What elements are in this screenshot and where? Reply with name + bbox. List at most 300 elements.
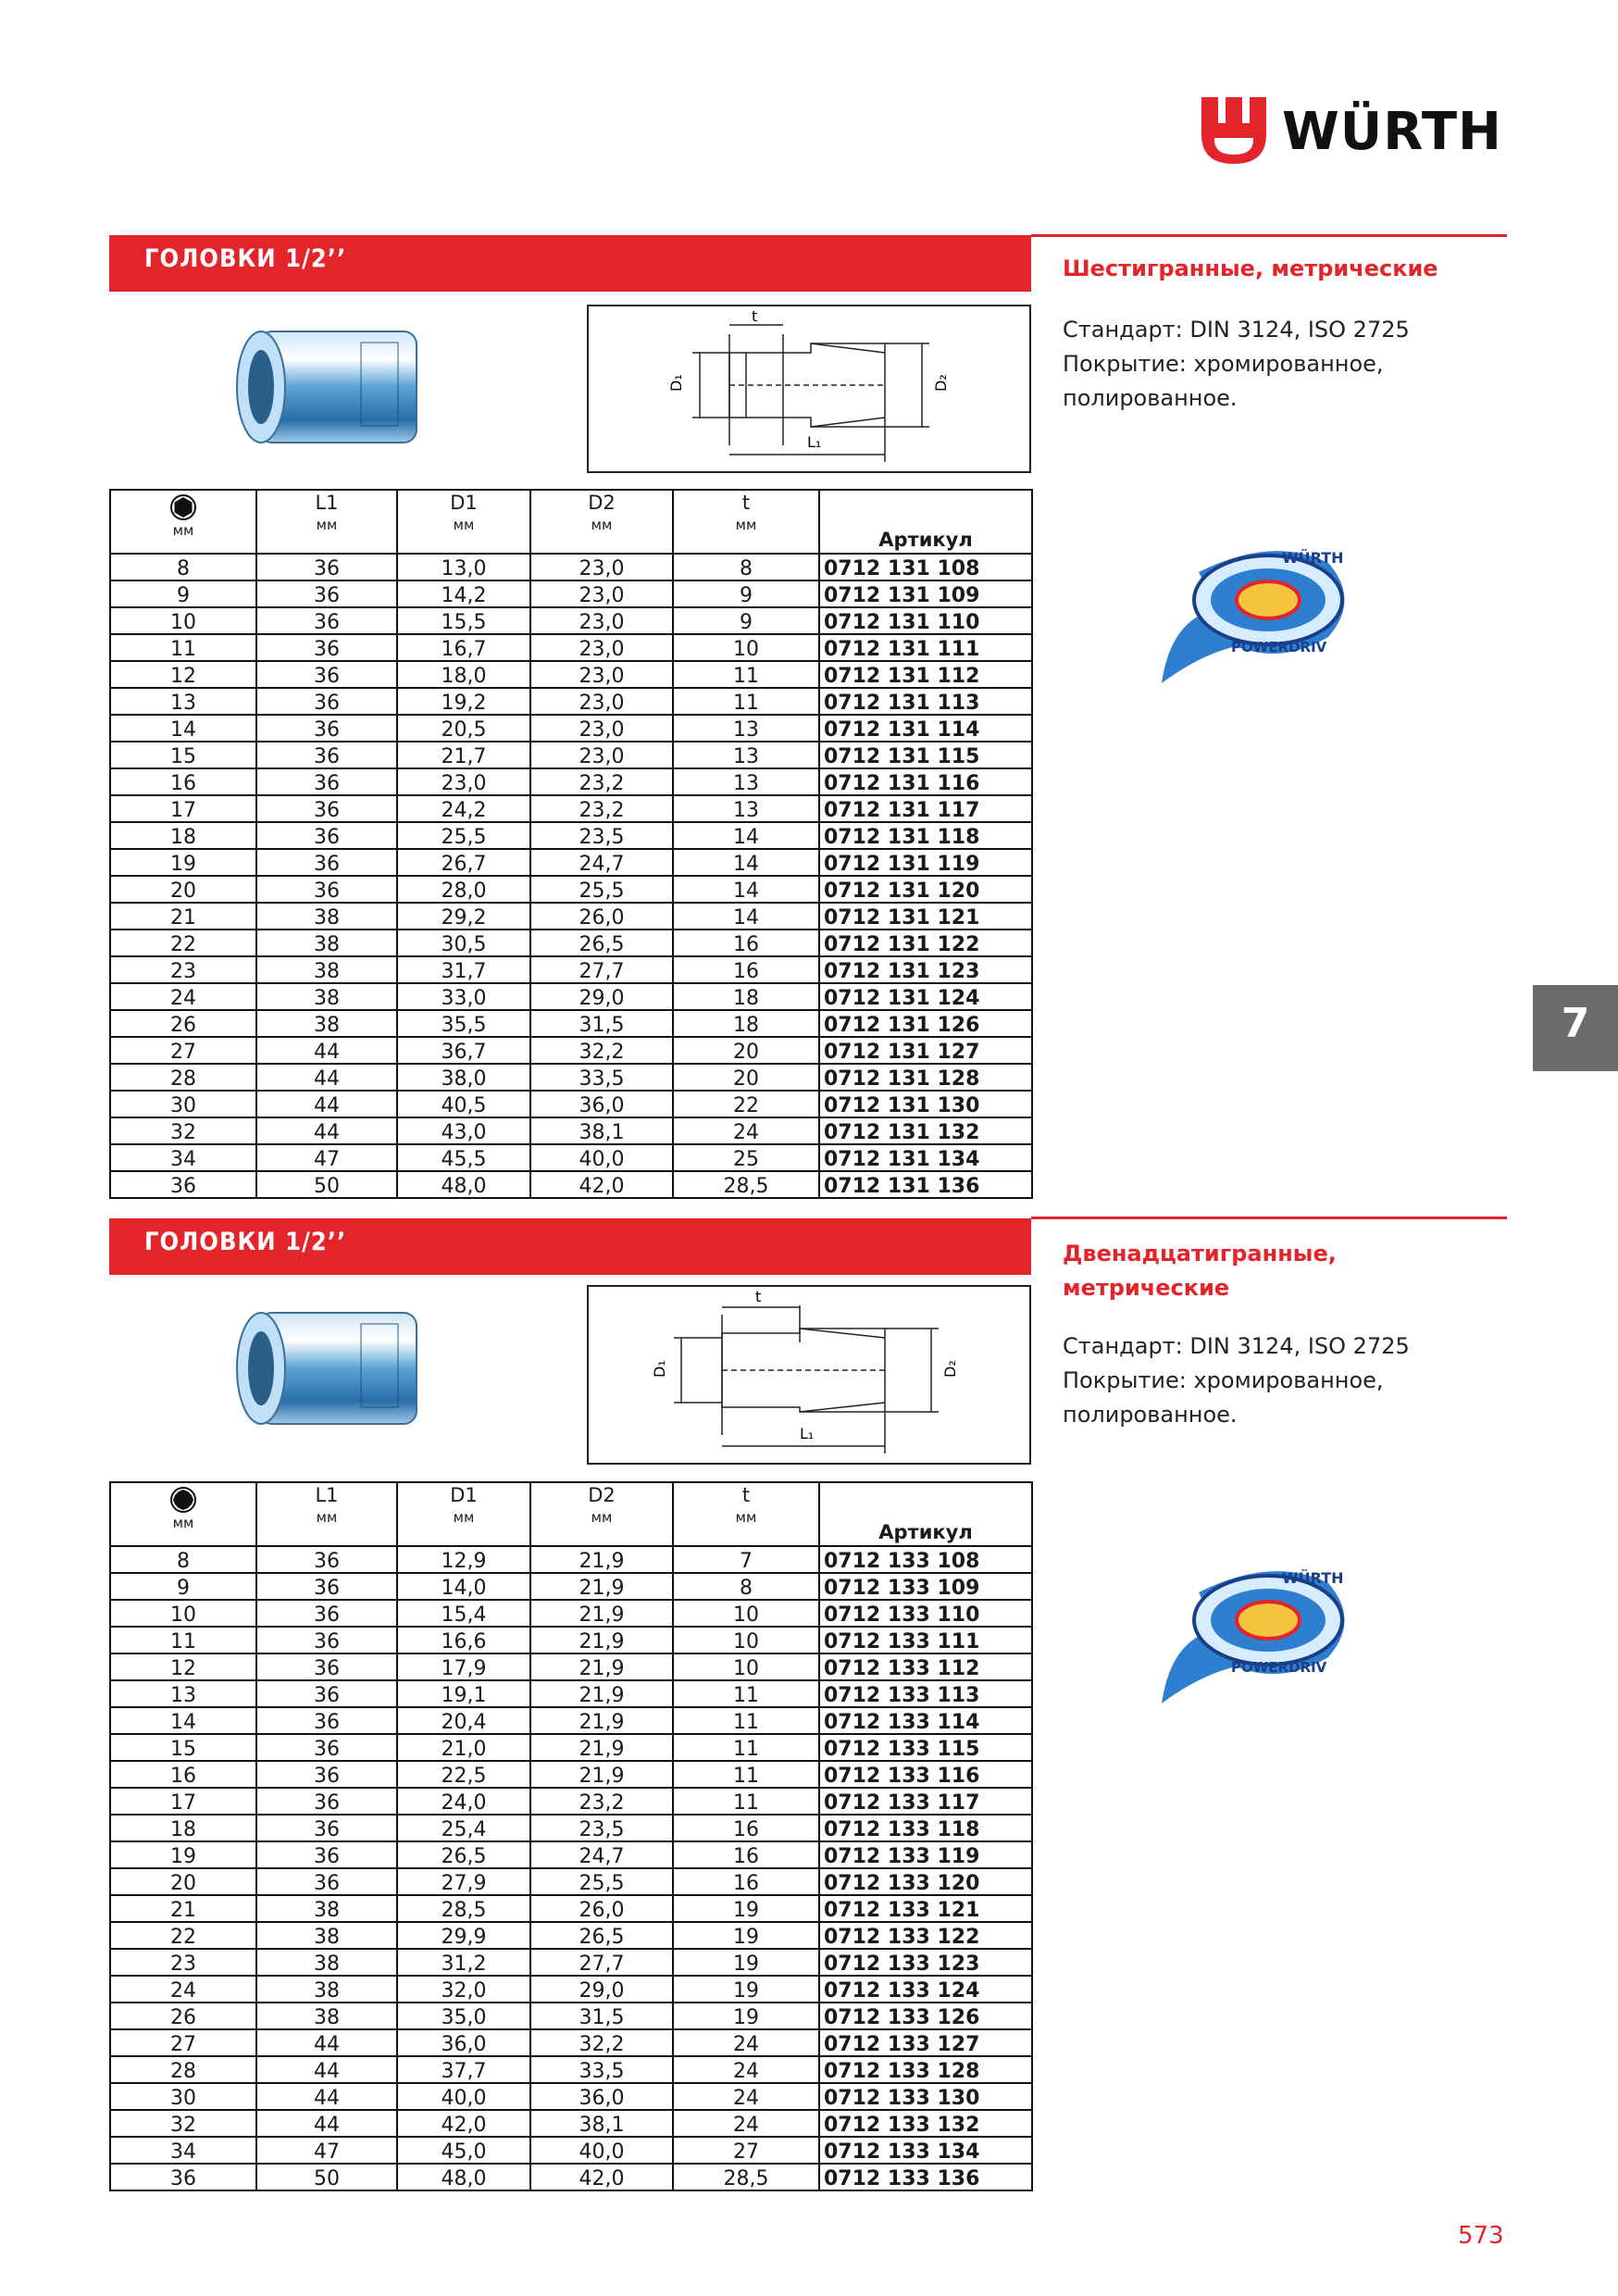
table-cell: 44 (256, 1091, 397, 1117)
table-cell: 13 (110, 688, 256, 715)
spec-coating-cont: полированное. (1063, 1402, 1238, 1428)
table-row (110, 1117, 1032, 1144)
table-cell: 19 (110, 849, 256, 876)
article-number-cell: 0712 131 109 (819, 580, 1032, 607)
hex-size-icon: мм (110, 490, 256, 554)
table-cell: 36 (256, 795, 397, 822)
table-cell: 42,0 (530, 2164, 673, 2190)
table-cell: 36 (256, 1788, 397, 1815)
table-cell: 18 (110, 822, 256, 849)
table-cell: 23,0 (530, 607, 673, 634)
table-row (110, 1064, 1032, 1091)
table-row (110, 2110, 1032, 2137)
table-cell: 20 (673, 1064, 819, 1091)
table-cell: 8 (110, 1546, 256, 1573)
table-cell: 17 (110, 1788, 256, 1815)
table-cell: 23,2 (530, 768, 673, 795)
table-row (110, 554, 1032, 580)
table-row (110, 1037, 1032, 1064)
table-cell: 26 (110, 2003, 256, 2029)
page-number: 573 (1458, 2222, 1504, 2250)
article-number-cell: 0712 133 122 (819, 1922, 1032, 1949)
table-cell: 12 (110, 1653, 256, 1680)
table-cell: 23,0 (530, 715, 673, 742)
chapter-tab-number: 7 (1561, 1000, 1590, 1047)
table-cell: 36 (256, 1841, 397, 1868)
table-row (110, 983, 1032, 1010)
table-cell: 16,7 (397, 634, 530, 661)
table-cell: 36 (256, 1546, 397, 1573)
table-cell: 22 (673, 1091, 819, 1117)
article-number-cell: 0712 131 124 (819, 983, 1032, 1010)
table-cell: 16 (673, 1868, 819, 1895)
article-number-cell: 0712 131 118 (819, 822, 1032, 849)
table-cell: 13 (673, 715, 819, 742)
table-cell: 36 (256, 688, 397, 715)
article-number-cell: 0712 131 113 (819, 688, 1032, 715)
article-number-cell: 0712 133 116 (819, 1761, 1032, 1788)
table-cell: 34 (110, 2137, 256, 2164)
table-cell: 32,0 (397, 1976, 530, 2003)
table-cell: 36 (256, 1573, 397, 1600)
table-row (110, 2029, 1032, 2056)
article-number-cell: 0712 131 130 (819, 1091, 1032, 1117)
table-cell: 36 (256, 634, 397, 661)
table-cell: 8 (673, 1573, 819, 1600)
table-cell: 19,1 (397, 1680, 530, 1707)
spec-coating: Покрытие: хромированное, (1063, 1367, 1384, 1393)
table-cell: 32,2 (530, 1037, 673, 1064)
table-cell: 36,7 (397, 1037, 530, 1064)
table-cell: 22 (110, 930, 256, 956)
section-1-divider (1031, 234, 1507, 237)
section-2-title: ГОЛОВКИ 1/2’’ (144, 1228, 347, 1256)
table-cell: 47 (256, 2137, 397, 2164)
article-number-cell: 0712 131 127 (819, 1037, 1032, 1064)
table-row (110, 607, 1032, 634)
table-cell: 15 (110, 1734, 256, 1761)
hex-socket-photo (222, 324, 421, 449)
article-number-cell: 0712 131 121 (819, 903, 1032, 930)
table-cell: 12 (110, 661, 256, 688)
table-row (110, 634, 1032, 661)
table-cell: 24 (673, 2056, 819, 2083)
table-cell: 11 (673, 661, 819, 688)
table-cell: 7 (673, 1546, 819, 1573)
table-cell: 11 (673, 1788, 819, 1815)
article-number-cell: 0712 131 117 (819, 795, 1032, 822)
table-cell: 29,9 (397, 1922, 530, 1949)
table-cell: 30 (110, 2083, 256, 2110)
spec-coating: Покрытие: хромированное, (1063, 351, 1384, 377)
table-cell: 16 (673, 956, 819, 983)
table-cell: 21,9 (530, 1734, 673, 1761)
table-cell: 11 (673, 1680, 819, 1707)
table-cell: 10 (673, 1653, 819, 1680)
table-cell: 19,2 (397, 688, 530, 715)
table-cell: 36 (256, 661, 397, 688)
table-cell: 36 (256, 1815, 397, 1841)
table-cell: 38 (256, 1895, 397, 1922)
table-cell: 24,7 (530, 849, 673, 876)
svg-text:WÜRTH: WÜRTH (1282, 1569, 1344, 1587)
table-cell: 15 (110, 742, 256, 768)
table-cell: 29,0 (530, 983, 673, 1010)
table-cell: 19 (673, 1895, 819, 1922)
article-number-cell: 0712 131 111 (819, 634, 1032, 661)
table-cell: 8 (673, 554, 819, 580)
article-number-cell: 0712 133 117 (819, 1788, 1032, 1815)
svg-text:POWERDRIV: POWERDRIV (1231, 639, 1327, 655)
table-cell: 21,9 (530, 1707, 673, 1734)
table-cell: 22 (110, 1922, 256, 1949)
table-row (110, 1976, 1032, 2003)
table-cell: 38,0 (397, 1064, 530, 1091)
article-number-cell: 0712 133 123 (819, 1949, 1032, 1976)
table-cell: 21,9 (530, 1546, 673, 1573)
article-number-cell: 0712 133 130 (819, 2083, 1032, 2110)
article-number-cell: 0712 131 120 (819, 876, 1032, 903)
drawing-label-d2: D₂ (941, 1360, 959, 1378)
table-cell: 29,2 (397, 903, 530, 930)
article-number-cell: 0712 131 108 (819, 554, 1032, 580)
table-cell: 43,0 (397, 1117, 530, 1144)
table-cell: 20 (110, 1868, 256, 1895)
table-row (110, 661, 1032, 688)
table-cell: 50 (256, 1171, 397, 1198)
table-cell: 13 (673, 742, 819, 768)
table-cell: 25,5 (530, 1868, 673, 1895)
table-cell: 27 (673, 2137, 819, 2164)
table-cell: 23,0 (397, 768, 530, 795)
column-header: D1 мм (397, 1482, 530, 1546)
table-cell: 36 (256, 554, 397, 580)
section-1-title-bar (109, 235, 1031, 292)
table-cell: 23,2 (530, 795, 673, 822)
table-cell: 33,5 (530, 1064, 673, 1091)
table-row (110, 1680, 1032, 1707)
column-header-article: Артикул (819, 1482, 1032, 1546)
wurth-logo-mark-icon (1201, 97, 1266, 164)
table-cell: 31,7 (397, 956, 530, 983)
table-row (110, 2164, 1032, 2190)
column-header: t мм (673, 490, 819, 554)
table-cell: 36 (256, 876, 397, 903)
table-cell: 25 (673, 1144, 819, 1171)
table-cell: 36 (256, 1680, 397, 1707)
table-row (110, 1627, 1032, 1653)
table-cell: 9 (673, 607, 819, 634)
table-cell: 38 (256, 903, 397, 930)
svg-text:POWERDRIV: POWERDRIV (1231, 1659, 1327, 1676)
table-cell: 14 (673, 903, 819, 930)
table-cell: 38,1 (530, 1117, 673, 1144)
table-cell: 27,7 (530, 1949, 673, 1976)
table-cell: 36,0 (530, 1091, 673, 1117)
table-cell: 21,9 (530, 1573, 673, 1600)
table-cell: 28 (110, 2056, 256, 2083)
drawing-label-l1: L₁ (800, 1425, 815, 1442)
column-header: L1 мм (256, 1482, 397, 1546)
table-cell: 18,0 (397, 661, 530, 688)
table-row (110, 1144, 1032, 1171)
column-header: D1 мм (397, 490, 530, 554)
bi-hex-socket-photo (222, 1305, 421, 1430)
table-cell: 36 (256, 1868, 397, 1895)
table-cell: 35,5 (397, 1010, 530, 1037)
table-cell: 8 (110, 554, 256, 580)
table-row (110, 795, 1032, 822)
table-cell: 14 (673, 822, 819, 849)
table-cell: 16 (110, 768, 256, 795)
column-header: D2 мм (530, 490, 673, 554)
table-cell: 28,0 (397, 876, 530, 903)
table-cell: 11 (673, 688, 819, 715)
table-row (110, 1815, 1032, 1841)
section-1-technical-drawing (587, 305, 1031, 473)
table-cell: 23 (110, 956, 256, 983)
table-cell: 23,2 (530, 1788, 673, 1815)
table-cell: 42,0 (530, 1171, 673, 1198)
table-cell: 23,0 (530, 580, 673, 607)
table-cell: 30 (110, 1091, 256, 1117)
article-number-cell: 0712 133 108 (819, 1546, 1032, 1573)
column-header: t мм (673, 1482, 819, 1546)
article-number-cell: 0712 133 121 (819, 1895, 1032, 1922)
table-cell: 17 (110, 795, 256, 822)
table-row (110, 903, 1032, 930)
table-cell: 36 (256, 822, 397, 849)
table-cell: 24 (673, 2083, 819, 2110)
table-row (110, 2003, 1032, 2029)
drawing-label-d1: D₁ (667, 374, 685, 392)
table-cell: 30,5 (397, 930, 530, 956)
table-cell: 11 (673, 1761, 819, 1788)
table-cell: 20 (110, 876, 256, 903)
table-cell: 36 (110, 1171, 256, 1198)
table-cell: 36 (110, 2164, 256, 2190)
table-cell: 26,0 (530, 1895, 673, 1922)
table-row (110, 2137, 1032, 2164)
table-row (110, 2056, 1032, 2083)
table-cell: 21,7 (397, 742, 530, 768)
spec-standard: Стандарт: DIN 3124, ISO 2725 (1063, 317, 1410, 343)
table-cell: 19 (673, 2003, 819, 2029)
article-number-cell: 0712 131 132 (819, 1117, 1032, 1144)
table-cell: 13 (110, 1680, 256, 1707)
article-number-cell: 0712 133 126 (819, 2003, 1032, 2029)
table-cell: 21 (110, 1895, 256, 1922)
table-cell: 13 (673, 768, 819, 795)
table-row (110, 1949, 1032, 1976)
table-cell: 11 (110, 634, 256, 661)
table-cell: 20,5 (397, 715, 530, 742)
table-cell: 36,0 (397, 2029, 530, 2056)
table-cell: 19 (110, 1841, 256, 1868)
article-number-cell: 0712 131 115 (819, 742, 1032, 768)
table-row (110, 822, 1032, 849)
article-number-cell: 0712 131 128 (819, 1064, 1032, 1091)
table-cell: 10 (673, 634, 819, 661)
article-number-cell: 0712 131 134 (819, 1144, 1032, 1171)
article-number-cell: 0712 133 112 (819, 1653, 1032, 1680)
table-cell: 23,0 (530, 634, 673, 661)
section-1-table (109, 489, 1033, 1199)
article-number-cell: 0712 133 115 (819, 1734, 1032, 1761)
table-cell: 36 (256, 580, 397, 607)
table-cell: 14,0 (397, 1573, 530, 1600)
article-number-cell: 0712 131 126 (819, 1010, 1032, 1037)
table-row (110, 876, 1032, 903)
table-cell: 38 (256, 1976, 397, 2003)
table-cell: 18 (673, 1010, 819, 1037)
table-cell: 25,5 (397, 822, 530, 849)
table-cell: 48,0 (397, 2164, 530, 2190)
table-cell: 38 (256, 983, 397, 1010)
table-cell: 44 (256, 1037, 397, 1064)
table-row (110, 1868, 1032, 1895)
table-cell: 21,9 (530, 1653, 673, 1680)
article-number-cell: 0712 131 116 (819, 768, 1032, 795)
table-cell: 44 (256, 2056, 397, 2083)
table-cell: 13,0 (397, 554, 530, 580)
article-number-cell: 0712 133 128 (819, 2056, 1032, 2083)
table-cell: 24,2 (397, 795, 530, 822)
table-cell: 10 (673, 1600, 819, 1627)
table-cell: 24 (673, 2110, 819, 2137)
table-cell: 26,5 (397, 1841, 530, 1868)
table-cell: 24 (110, 1976, 256, 2003)
table-cell: 12,9 (397, 1546, 530, 1573)
table-cell: 26 (110, 1010, 256, 1037)
drawing-label-t: t (755, 1288, 762, 1305)
table-cell: 38 (256, 956, 397, 983)
table-row (110, 1761, 1032, 1788)
table-cell: 50 (256, 2164, 397, 2190)
section-2-technical-drawing (587, 1285, 1031, 1465)
table-row (110, 956, 1032, 983)
table-cell: 38,1 (530, 2110, 673, 2137)
table-cell: 24 (110, 983, 256, 1010)
section-1-subtitle: Шестигранные, метрические (1063, 256, 1438, 281)
table-cell: 33,5 (530, 2056, 673, 2083)
table-cell: 31,5 (530, 1010, 673, 1037)
table-cell: 31,2 (397, 1949, 530, 1976)
article-number-cell: 0712 133 119 (819, 1841, 1032, 1868)
table-cell: 16 (673, 930, 819, 956)
table-cell: 36 (256, 1734, 397, 1761)
table-cell: 44 (256, 2029, 397, 2056)
article-number-cell: 0712 133 110 (819, 1600, 1032, 1627)
table-cell: 36 (256, 607, 397, 634)
table-cell: 19 (673, 1922, 819, 1949)
article-number-cell: 0712 133 134 (819, 2137, 1032, 2164)
article-number-cell: 0712 133 120 (819, 1868, 1032, 1895)
table-cell: 23,0 (530, 554, 673, 580)
table-cell: 37,7 (397, 2056, 530, 2083)
table-cell: 11 (673, 1707, 819, 1734)
table-cell: 10 (673, 1627, 819, 1653)
section-2-subtitle: Двенадцатигранные, метрические (1063, 1241, 1337, 1301)
table-cell: 14 (673, 876, 819, 903)
table-row (110, 1600, 1032, 1627)
table-cell: 11 (673, 1734, 819, 1761)
table-cell: 45,0 (397, 2137, 530, 2164)
table-cell: 22,5 (397, 1761, 530, 1788)
table-row (110, 1788, 1032, 1815)
table-header-row (110, 1482, 1032, 1546)
table-cell: 24,7 (530, 1841, 673, 1868)
table-cell: 23,0 (530, 688, 673, 715)
table-row (110, 1922, 1032, 1949)
table-cell: 48,0 (397, 1171, 530, 1198)
table-cell: 36 (256, 1600, 397, 1627)
powerdriv-badge (1143, 535, 1356, 693)
article-number-cell: 0712 131 112 (819, 661, 1032, 688)
table-cell: 36 (256, 849, 397, 876)
table-row (110, 1653, 1032, 1680)
table-cell: 15,4 (397, 1600, 530, 1627)
article-number-cell: 0712 131 114 (819, 715, 1032, 742)
table-cell: 33,0 (397, 983, 530, 1010)
table-cell: 36 (256, 1761, 397, 1788)
table-row (110, 1573, 1032, 1600)
table-cell: 38 (256, 1949, 397, 1976)
table-cell: 14,2 (397, 580, 530, 607)
table-cell: 14 (673, 849, 819, 876)
table-cell: 44 (256, 1064, 397, 1091)
table-cell: 34 (110, 1144, 256, 1171)
table-cell: 36 (256, 1707, 397, 1734)
table-cell: 25,5 (530, 876, 673, 903)
table-cell: 26,5 (530, 930, 673, 956)
table-cell: 27 (110, 2029, 256, 2056)
article-number-cell: 0712 131 122 (819, 930, 1032, 956)
article-number-cell: 0712 133 127 (819, 2029, 1032, 2056)
table-cell: 36 (256, 742, 397, 768)
section-1-title: ГОЛОВКИ 1/2’’ (144, 244, 347, 273)
drawing-label-d1: D₁ (651, 1360, 668, 1378)
chapter-tab[interactable] (1533, 985, 1618, 1071)
table-cell: 40,5 (397, 1091, 530, 1117)
table-cell: 10 (110, 607, 256, 634)
table-cell: 21,9 (530, 1627, 673, 1653)
table-cell: 14 (110, 715, 256, 742)
table-cell: 21 (110, 903, 256, 930)
table-cell: 28 (110, 1064, 256, 1091)
table-row (110, 580, 1032, 607)
table-cell: 16 (673, 1815, 819, 1841)
wurth-logo (1201, 97, 1511, 167)
table-cell: 21,9 (530, 1761, 673, 1788)
article-number-cell: 0712 133 113 (819, 1680, 1032, 1707)
table-cell: 35,0 (397, 2003, 530, 2029)
table-row (110, 742, 1032, 768)
table-cell: 28,5 (673, 2164, 819, 2190)
svg-text:WÜRTH: WÜRTH (1282, 549, 1344, 567)
table-cell: 38 (256, 1922, 397, 1949)
table-cell: 14 (110, 1707, 256, 1734)
table-cell: 16 (110, 1761, 256, 1788)
table-cell: 44 (256, 1117, 397, 1144)
table-cell: 11 (110, 1627, 256, 1653)
article-number-cell: 0712 131 136 (819, 1171, 1032, 1198)
column-header-article: Артикул (819, 490, 1032, 554)
table-cell: 17,9 (397, 1653, 530, 1680)
table-cell: 26,7 (397, 849, 530, 876)
article-number-cell: 0712 133 132 (819, 2110, 1032, 2137)
table-cell: 16,6 (397, 1627, 530, 1653)
